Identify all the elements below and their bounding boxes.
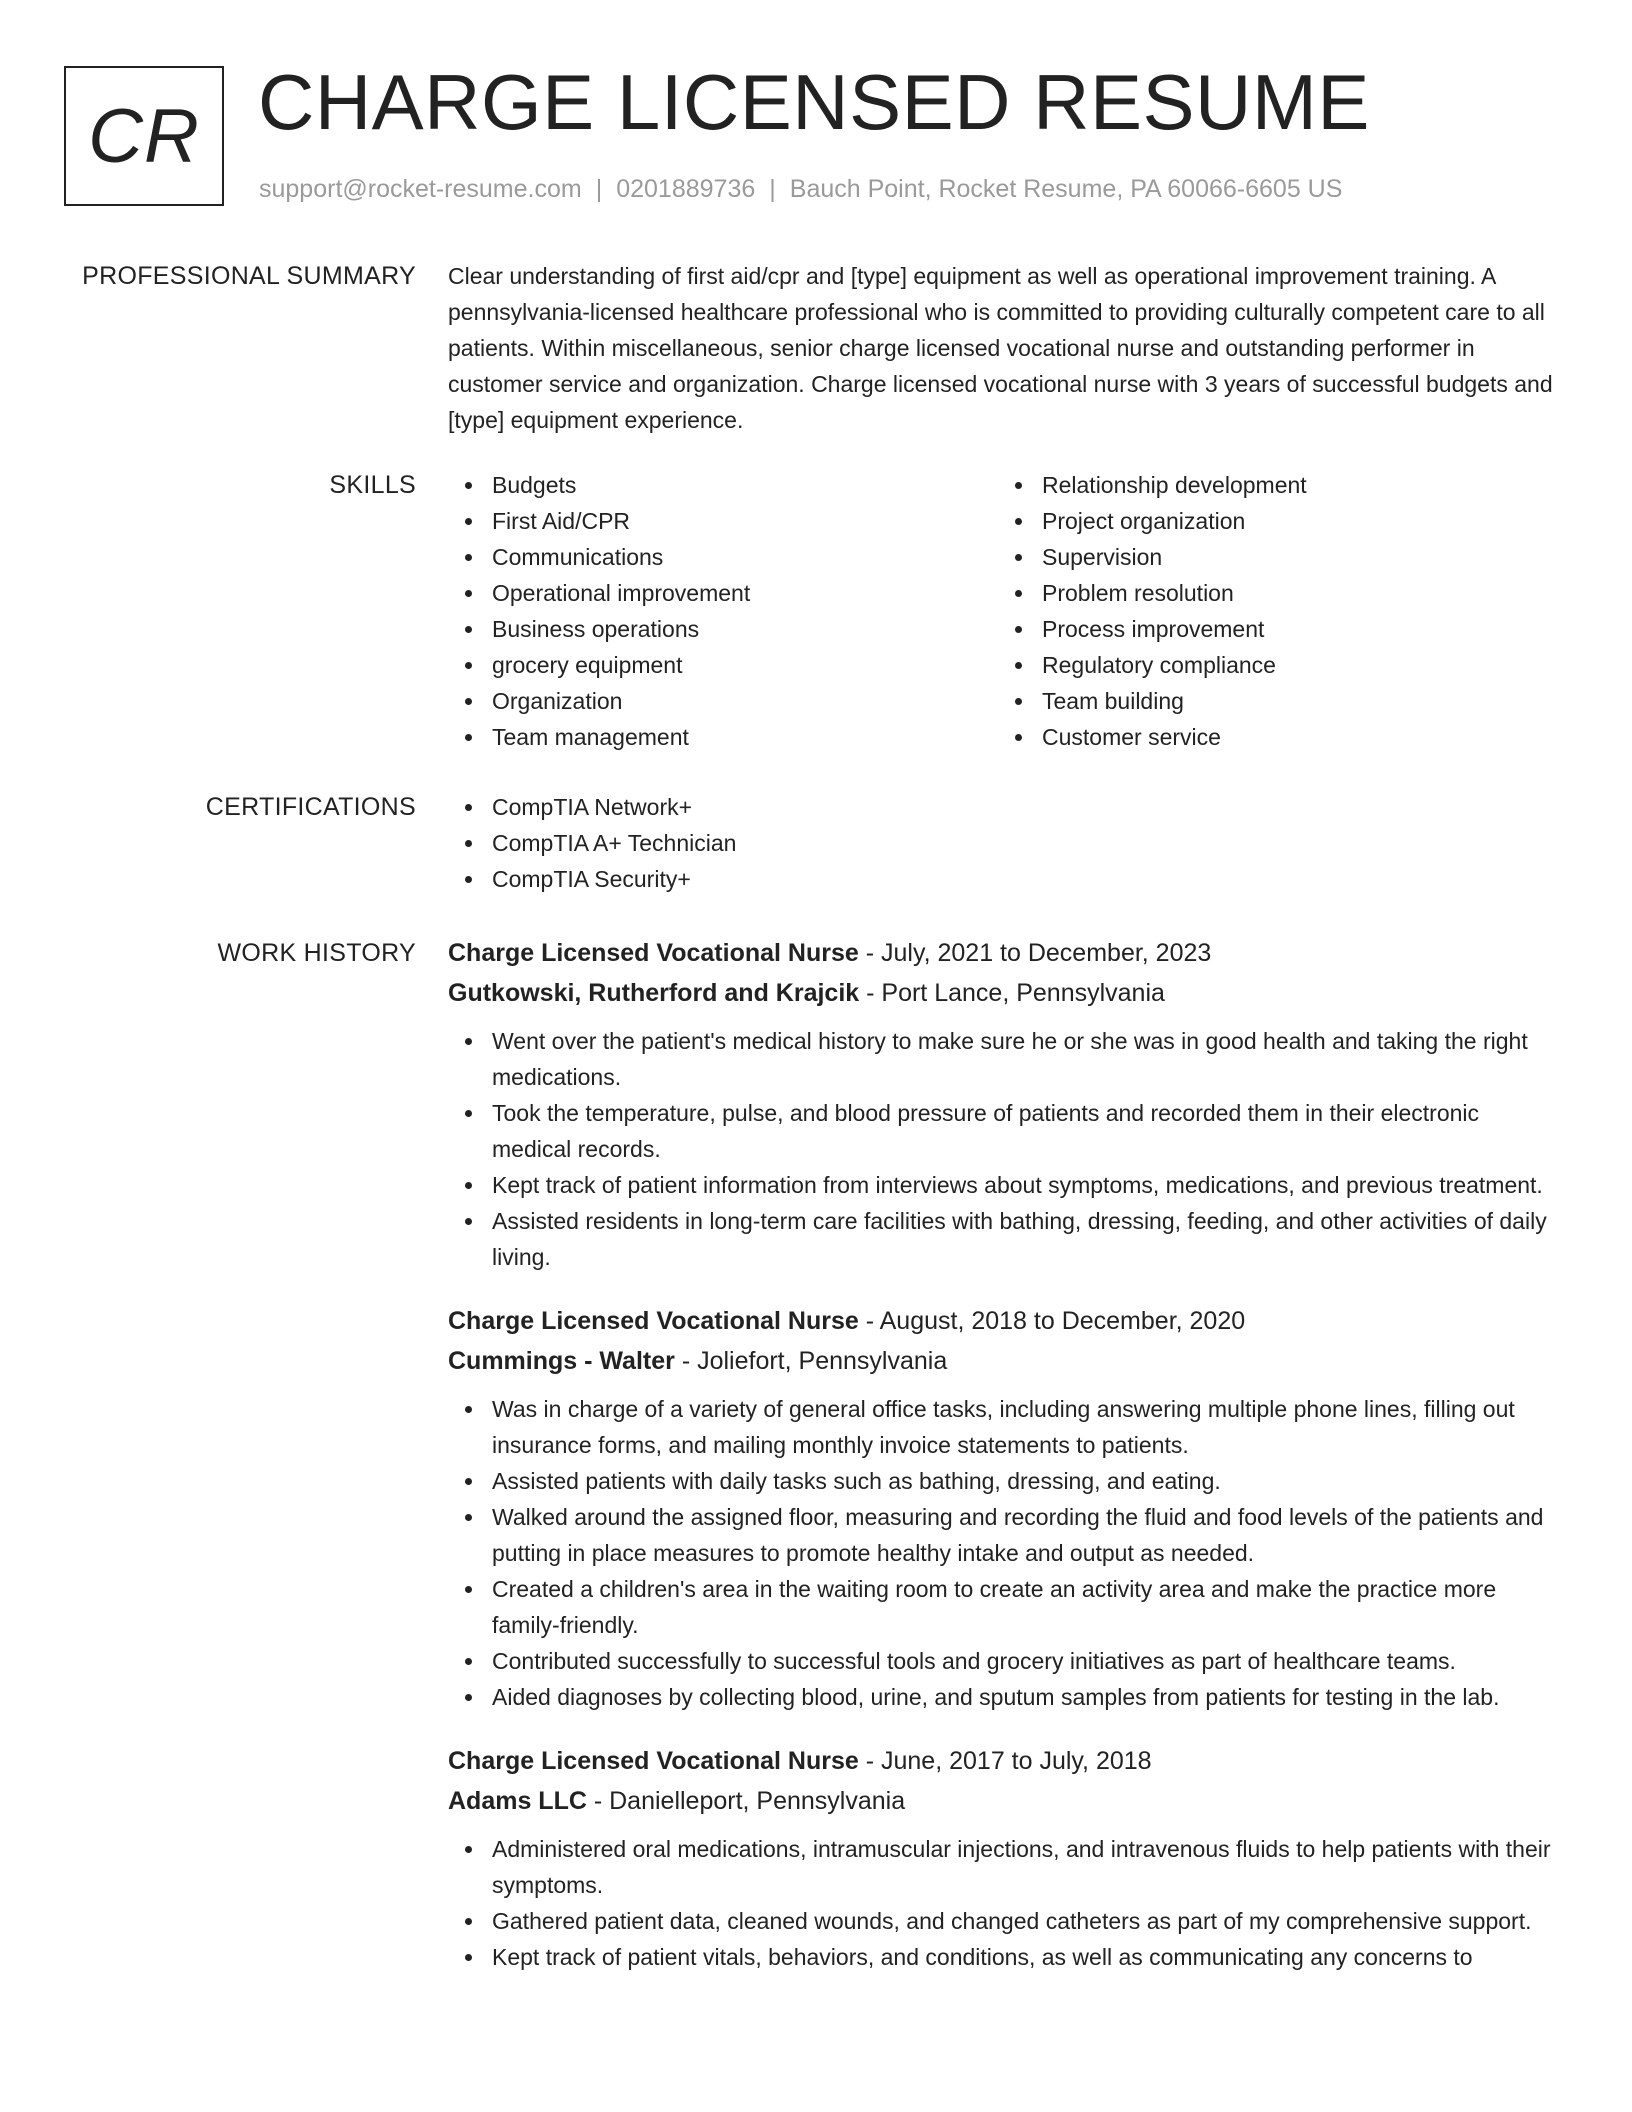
skill-item: Organization <box>492 683 998 719</box>
certification-item: CompTIA Network+ <box>492 789 1562 825</box>
job-title: Charge Licensed Vocational Nurse <box>448 1747 859 1775</box>
job-bullet: Aided diagnoses by collecting blood, urine, and sputum samples from patients for testing in the lab. <box>492 1679 1562 1715</box>
skills-column-left <box>448 467 998 755</box>
certifications-label: CERTIFICATIONS <box>205 793 416 821</box>
job-title: Charge Licensed Vocational Nurse <box>448 939 859 967</box>
job-bullet: Went over the patient's medical history to make sure he or she was in good health and taking the right medications. <box>492 1023 1562 1095</box>
skill-item: Customer service <box>1042 719 1548 755</box>
skill-item: Business operations <box>492 611 998 647</box>
certifications-body <box>448 789 1562 897</box>
skills-column-right <box>998 467 1548 755</box>
work-history-label: WORK HISTORY <box>217 939 416 967</box>
job-title-line <box>448 933 1562 973</box>
monogram-box <box>64 66 224 206</box>
skill-item: Team management <box>492 719 998 755</box>
contact-separator: | <box>595 175 603 203</box>
job-location: - Joliefort, Pennsylvania <box>674 1347 948 1375</box>
skill-item: Problem resolution <box>1042 575 1548 611</box>
skill-item: Process improvement <box>1042 611 1548 647</box>
job-company-line <box>448 1781 1562 1821</box>
monogram-initials: CR <box>88 93 200 179</box>
job-bullet: Was in charge of a variety of general office tasks, including answering multiple phone lines, filling out insurance forms, and mailing monthly invoice statements to patients. <box>492 1391 1562 1463</box>
skill-item: Supervision <box>1042 539 1548 575</box>
job-company-line <box>448 973 1562 1013</box>
job-bullet: Kept track of patient information from interviews about symptoms, medications, and previous treatment. <box>492 1167 1562 1203</box>
resume-title: CHARGE LICENSED RESUME <box>258 58 1370 146</box>
job-bullet: Assisted patients with daily tasks such as bathing, dressing, and eating. <box>492 1463 1562 1499</box>
job-dates: - June, 2017 to July, 2018 <box>858 1747 1152 1775</box>
skill-item: Team building <box>1042 683 1548 719</box>
summary-body <box>448 258 1562 438</box>
certification-item: CompTIA Security+ <box>492 861 1562 897</box>
skill-item: Relationship development <box>1042 467 1548 503</box>
work-history-body <box>448 933 1562 2001</box>
contact-phone: 0201889736 <box>616 175 756 203</box>
job-bullet: Assisted residents in long-term care facilities with bathing, dressing, feeding, and other activities of daily living. <box>492 1203 1562 1275</box>
contact-line <box>259 175 1342 204</box>
skill-item: grocery equipment <box>492 647 998 683</box>
job-company: Gutkowski, Rutherford and Krajcik <box>448 979 860 1007</box>
skill-item: Budgets <box>492 467 998 503</box>
job-dates: - August, 2018 to December, 2020 <box>858 1307 1246 1335</box>
job-entry <box>448 1301 1562 1715</box>
contact-email: support@rocket-resume.com <box>259 175 582 203</box>
job-entry <box>448 1741 1562 1975</box>
job-bullet: Administered oral medications, intramuscular injections, and intravenous fluids to help patients with their symptoms. <box>492 1831 1562 1903</box>
job-bullet: Contributed successfully to successful tools and grocery initiatives as part of healthcare teams. <box>492 1643 1562 1679</box>
skills-body <box>448 467 1562 755</box>
job-entry <box>448 933 1562 1275</box>
skill-item: First Aid/CPR <box>492 503 998 539</box>
job-title: Charge Licensed Vocational Nurse <box>448 1307 859 1335</box>
job-title-line <box>448 1741 1562 1781</box>
summary-label: PROFESSIONAL SUMMARY <box>82 262 416 290</box>
job-location: - Danielleport, Pennsylvania <box>586 1787 906 1815</box>
job-location: - Port Lance, Pennsylvania <box>859 979 1165 1007</box>
skill-item: Regulatory compliance <box>1042 647 1548 683</box>
certification-item: CompTIA A+ Technician <box>492 825 1562 861</box>
skill-item: Project organization <box>1042 503 1548 539</box>
job-bullet: Walked around the assigned floor, measuring and recording the fluid and food levels of the patients and putting in place measures to promote healthy intake and output as needed. <box>492 1499 1562 1571</box>
job-bullet: Gathered patient data, cleaned wounds, and changed catheters as part of my comprehensive support. <box>492 1903 1562 1939</box>
contact-address: Bauch Point, Rocket Resume, PA 60066-6605 US <box>789 175 1343 203</box>
job-bullet: Created a children's area in the waiting room to create an activity area and make the practice more family-friendly. <box>492 1571 1562 1643</box>
job-bullet: Took the temperature, pulse, and blood pressure of patients and recorded them in their electronic medical records. <box>492 1095 1562 1167</box>
contact-separator: | <box>769 175 776 203</box>
job-bullet: Kept track of patient vitals, behaviors, and conditions, as well as communicating any concerns to <box>492 1939 1562 1975</box>
job-title-line <box>448 1301 1562 1341</box>
summary-text: Clear understanding of first aid/cpr and [type] equipment as well as operational improvement training. A pennsylvania-licensed healthcare professional who is committed to providing culturally competent care to all patients. Within miscellaneous, senior charge licensed vocational nurse and outstanding performer in customer service and organization. Charge licensed vocational nurse with 3 years of successful budgets and [type] equipment experience. <box>448 263 1553 433</box>
skill-item: Communications <box>492 539 998 575</box>
skill-item: Operational improvement <box>492 575 998 611</box>
job-company-line <box>448 1341 1562 1381</box>
job-dates: - July, 2021 to December, 2023 <box>858 939 1212 967</box>
job-company: Cummings - Walter <box>448 1347 675 1375</box>
job-company: Adams LLC <box>448 1787 587 1815</box>
skills-label: SKILLS <box>329 471 416 499</box>
